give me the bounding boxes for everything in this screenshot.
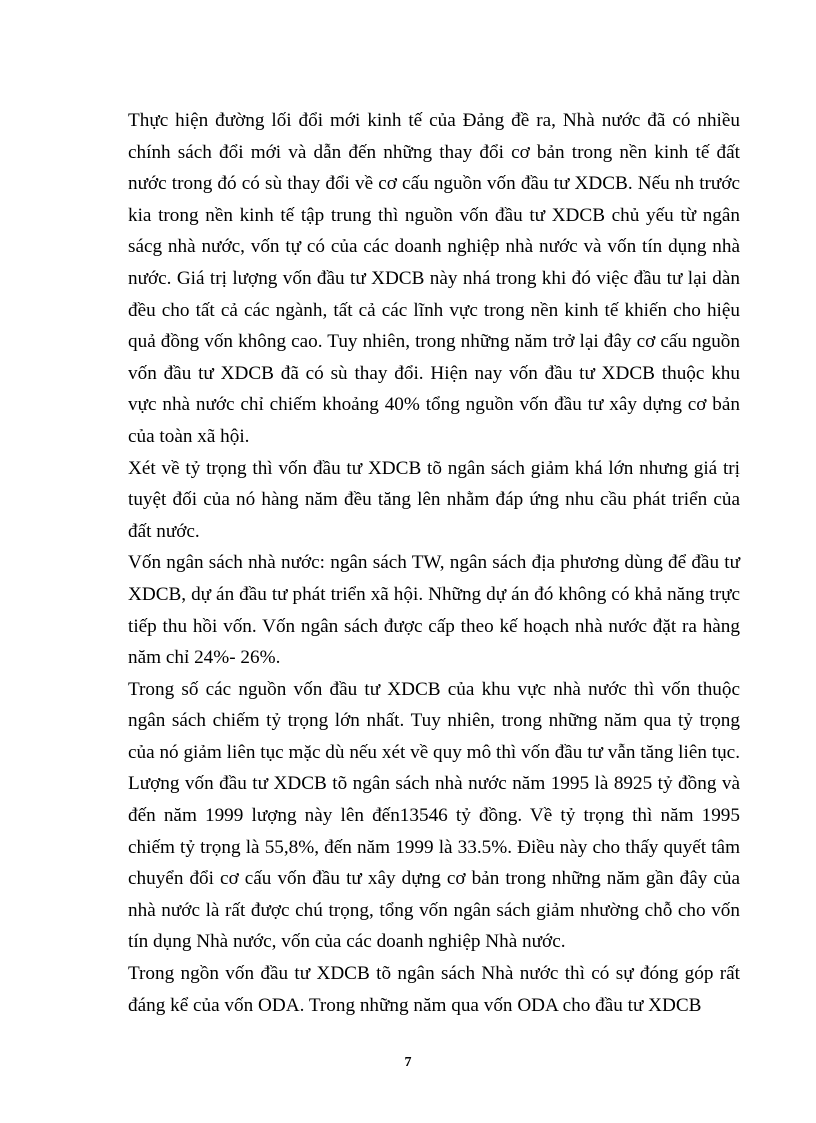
document-body [128,105,740,1021]
paragraph-3: Vốn ngân sách nhà nước: ngân sách TW, ngân sách địa phương dùng để đầu tư XDCB, dự án đầu tư phát triển xã hội. Những dự án đó không có khả năng trực tiếp thu hồi vốn. Vốn ngân sách được cấp theo kế hoạch nhà nước đặt ra hàng năm chỉ 24%- 26%. [128,552,740,669]
paragraph-5: Trong ngồn vốn đầu tư XDCB tõ ngân sách Nhà nước thì có sự đóng góp rất đáng kể của vốn ODA. Trong những năm qua vốn ODA cho đầu tư XDCB [128,963,740,1016]
paragraph-2: Xét về tỷ trọng thì vốn đầu tư XDCB tõ ngân sách giảm khá lớn nhưng giá trị tuyệt đối của nó hàng năm đều tăng lên nhằm đáp ứng nhu cầu phát triển của đất nước. [128,457,740,542]
page-number: 7 [404,1055,412,1070]
paragraph-4: Trong số các nguồn vốn đầu tư XDCB của khu vực nhà nước thì vốn thuộc ngân sách chiếm tỷ trọng lớn nhất. Tuy nhiên, trong những năm qua tỷ trọng của nó giảm liên tục mặc dù nếu xét về quy mô thì vốn đầu tư vẫn tăng liên tục. Lượng vốn đầu tư XDCB tõ ngân sách nhà nước năm 1995 là 8925 tỷ đồng và đến năm 1999 lượng này lên đến13546 tỷ đồng. Về tỷ trọng thì năm 1995 chiếm tỷ trọng là 55,8%, đến năm 1999 là 33.5%. Điều này cho thấy quyết tâm chuyển đổi cơ cấu vốn đầu tư xây dựng cơ bản trong những năm gần đây của nhà nước là rất được chú trọng, tổng vốn ngân sách giảm nhường chỗ cho vốn tín dụng Nhà nước, vốn của các doanh nghiệp Nhà nước. [128,678,740,953]
paragraph-1: Thực hiện đường lối đổi mới kinh tế của Đảng đề ra, Nhà nước đã có nhiều chính sách đổi mới và dẫn đến những thay đổi cơ bản trong nền kinh tế đất nước trong đó có sù thay đổi về cơ cấu nguồn vốn đầu tư XDCB. Nếu nh trước kia trong nền kinh tế tập trung thì nguồn vốn đầu tư XDCB chủ yếu từ ngân sácg nhà nước, vốn tự có của các doanh nghiệp nhà nước và vốn tín dụng nhà nước. Giá trị lượng vốn đầu tư XDCB này nhá trong khi đó việc đầu tư lại dàn đều cho tất cả các ngành, tất cả các lĩnh vực trong nền kinh tế khiến cho hiệu quả đồng vốn không cao. Tuy nhiên, trong những năm trở lại đây cơ cấu nguồn vốn đầu tư XDCB đã có sù thay đổi. Hiện nay vốn đầu tư XDCB thuộc khu vực nhà nước chỉ chiếm khoảng 40% tổng nguồn vốn đầu tư xây dựng cơ bản của toàn xã hội. [128,110,740,447]
